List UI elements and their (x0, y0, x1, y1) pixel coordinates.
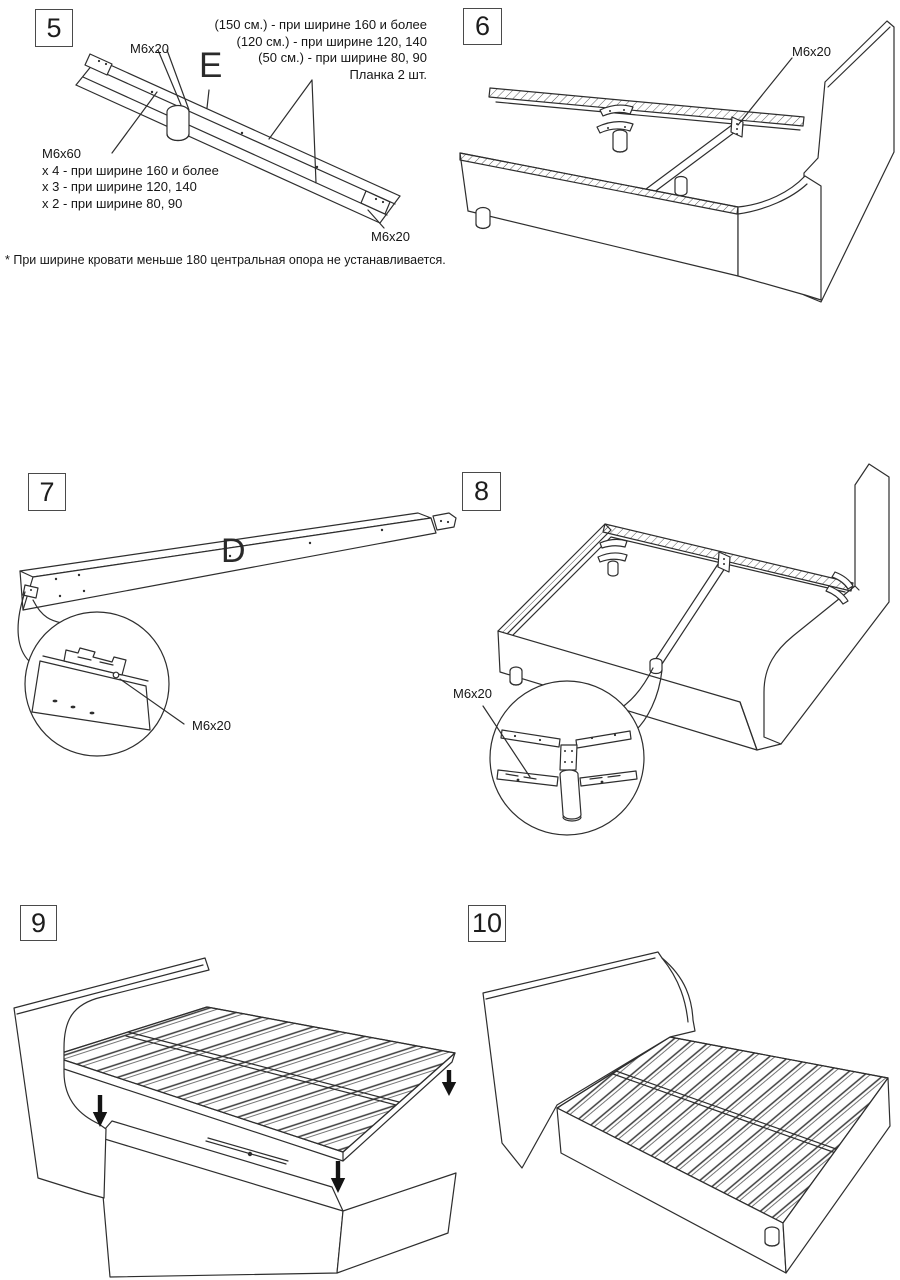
bolt-note-line: x 3 - при ширине 120, 140 (42, 179, 197, 194)
step-number: 6 (474, 11, 491, 41)
step-7-drawing-plank-d (0, 460, 460, 860)
plank-note-line: (50 см.) - при ширине 80, 90 (258, 50, 427, 65)
step-6-drawing-beam-into-frame (450, 0, 900, 320)
step-9-drawing-lower-slat-base (0, 890, 462, 1280)
step-number-box (20, 905, 57, 941)
step-number: 7 (39, 476, 55, 507)
bolt-note-line: x 4 - при ширине 160 и более (42, 162, 219, 178)
bolt-note-line: x 2 - при ширине 80, 90 (42, 195, 183, 211)
step-number: 5 (46, 12, 62, 43)
step-number: 8 (473, 476, 490, 506)
center-beam (642, 122, 743, 196)
plank-size-note (147, 17, 427, 83)
step-number-box (463, 8, 502, 45)
bolt-label: M6x20 (192, 718, 232, 733)
bolt-quantity-note (42, 146, 219, 212)
step-8-panel (440, 440, 900, 860)
step-8-drawing-leg-detail (440, 440, 900, 860)
step-number-box (462, 472, 501, 511)
part-letter-e: E (199, 46, 223, 85)
bolt-label: M6x20 (453, 686, 493, 701)
step-6-panel (450, 0, 900, 330)
leg (608, 561, 618, 576)
step-number-box (468, 905, 506, 942)
center-beam (655, 558, 729, 664)
front-leg (510, 667, 522, 685)
plank-note-line: (120 см.) - при ширине 120, 140 (236, 33, 427, 49)
end-bracket-left (85, 54, 112, 75)
far-rail (489, 88, 804, 126)
end-bracket-right (361, 191, 390, 214)
step-7-panel (0, 460, 460, 860)
slat-base (52, 1007, 455, 1152)
footnote: * При ширине кровати меньше 180 центральная опора не устанавливается. (5, 253, 446, 267)
leg (613, 130, 627, 152)
box-divider (206, 1138, 288, 1164)
bolt-note-line: M6x60 (42, 146, 82, 161)
step-10-panel (440, 890, 900, 1280)
left-rail (498, 524, 611, 637)
step-10-drawing-finished-bed (440, 890, 900, 1280)
step-number-box (28, 473, 66, 511)
storage-box-front (98, 1137, 343, 1277)
step-5-panel (0, 0, 450, 290)
leader-part-e (207, 90, 209, 108)
screw (113, 672, 119, 678)
leader-bolt-m6x60 (112, 92, 157, 153)
bolt-label: M6x20 (792, 44, 832, 59)
bolt-label-bottom: M6x20 (371, 229, 411, 244)
curved-side-rail (738, 176, 821, 300)
leg-bracket (560, 745, 577, 770)
support-leg (560, 770, 581, 819)
leader-planks (269, 80, 316, 183)
plank-note-line: Планка 2 шт. (349, 66, 427, 82)
step-number: 9 (30, 907, 47, 938)
storage-box-side (337, 1173, 456, 1273)
front-leg (476, 208, 490, 229)
bolt-label-top: M6x20 (130, 41, 170, 56)
beam-leg (675, 177, 687, 196)
support-leg (167, 106, 189, 141)
step-number-box (35, 9, 73, 47)
headboard (764, 464, 889, 744)
plank-note-line: (150 см.) - при ширине 160 и более (214, 17, 427, 32)
corner-bracket (600, 539, 627, 548)
step-number: 10 (471, 908, 503, 938)
front-leg (765, 1227, 779, 1246)
front-side-panel (460, 153, 738, 276)
step-9-panel (0, 890, 462, 1280)
part-letter-d: D (221, 532, 246, 570)
